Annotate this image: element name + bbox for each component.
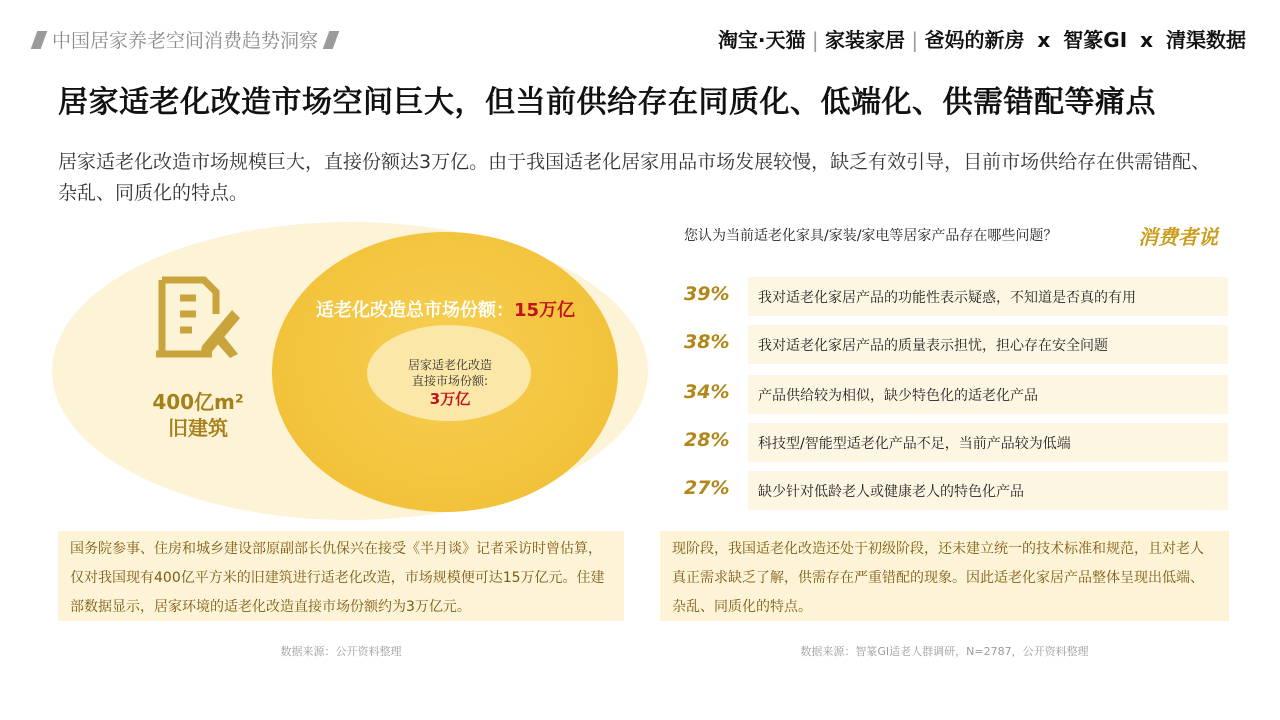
market-estimate-note: 国务院参事、住房和城乡建设部原副部长仇保兴在接受《半月谈》记者采访时曾估算，仅对我国现有400亿平方米的旧建筑进行适老化改造，市场规模便可达15万亿元。住建部数据显示，居家环境的适老化改造直接市场份额约为3万亿元。 bbox=[58, 531, 624, 621]
direct-market-label-line1: 居家适老化改造 bbox=[407, 358, 492, 372]
slash-decoration-left bbox=[31, 31, 48, 49]
total-market-label bbox=[316, 296, 575, 322]
consumer-says-tag: 消费者说 bbox=[1138, 225, 1218, 249]
document-pencil-icon bbox=[152, 274, 244, 362]
current-stage-note: 现阶段，我国适老化改造还处于初级阶段，还未建立统一的技术标准和规范，且对老人真正需求缺乏了解，供需存在严重错配的现象。因此适老化家居产品整体呈现出低端、杂乱、同质化的特点。 bbox=[660, 531, 1229, 621]
taobao-tmall-logo: 淘宝·天猫 bbox=[717, 28, 806, 52]
survey-text: 缺少针对低龄老人或健康老人的特色化产品 bbox=[758, 484, 1024, 500]
building-area-value: 400亿m² bbox=[152, 390, 244, 414]
survey-bar bbox=[748, 325, 1228, 364]
survey-item bbox=[684, 277, 1228, 316]
survey-item bbox=[684, 325, 1228, 364]
page-headline: 居家适老化改造市场空间巨大，但当前供给存在同质化、低端化、供需错配等痛点 bbox=[58, 85, 1156, 120]
survey-text: 科技型/智能型适老化产品不足，当前产品较为低端 bbox=[758, 436, 1071, 452]
survey-item bbox=[684, 423, 1228, 462]
survey-item bbox=[684, 375, 1228, 414]
report-title-bar bbox=[34, 26, 336, 53]
report-title: 中国居家养老空间消费趋势洞察 bbox=[52, 30, 319, 52]
survey-text: 我对适老化家居产品的质量表示担忧，担心存在安全问题 bbox=[758, 338, 1108, 354]
survey-percent: 28% bbox=[684, 429, 730, 451]
data-source-right: 数据来源：智篆GI适老人群调研，N=2787，公开资料整理 bbox=[800, 645, 1089, 658]
brand-logos: 淘宝·天猫 | 家装家居 | 爸妈的新房 x 智篆GI x 清渠数据 bbox=[717, 28, 1246, 52]
qingqu-logo: 清渠数据 bbox=[1166, 28, 1246, 52]
survey-percent: 34% bbox=[684, 381, 730, 403]
survey-item bbox=[684, 471, 1228, 510]
survey-bar bbox=[748, 423, 1228, 462]
survey-percent: 27% bbox=[684, 477, 730, 499]
survey-text: 我对适老化家居产品的功能性表示疑惑，不知道是否真的有用 bbox=[758, 290, 1136, 306]
survey-bar bbox=[748, 375, 1228, 414]
total-market-value: 15万亿 bbox=[514, 300, 576, 321]
direct-market-value: 3万亿 bbox=[429, 390, 471, 408]
survey-bar bbox=[748, 277, 1228, 316]
data-source-left: 数据来源：公开资料整理 bbox=[280, 645, 402, 658]
survey-percent: 38% bbox=[684, 331, 730, 353]
zhizhuan-logo: 智篆GI bbox=[1063, 28, 1128, 52]
survey-text: 产品供给较为相似，缺少特色化的适老化产品 bbox=[758, 388, 1038, 404]
slash-decoration-right bbox=[323, 31, 340, 49]
home-label: 家装家居 bbox=[825, 28, 905, 52]
direct-market-label-line2: 直接市场份额: bbox=[411, 374, 489, 388]
survey-question: 您认为当前适老化家具/家装/家电等居家产品存在哪些问题？ bbox=[684, 228, 1058, 244]
survey-percent: 39% bbox=[684, 283, 730, 305]
cross-mark-2: x bbox=[1140, 28, 1154, 52]
building-area-label: 旧建筑 bbox=[168, 416, 228, 440]
survey-bar bbox=[748, 471, 1228, 510]
total-market-text: 适老化改造总市场份额： bbox=[316, 300, 514, 321]
intro-paragraph: 居家适老化改造市场规模巨大，直接份额达3万亿。由于我国适老化居家用品市场发展较慢，缺乏有效引导，目前市场供给存在供需错配、杂乱、同质化的特点。 bbox=[58, 151, 1211, 204]
cross-mark-1: x bbox=[1037, 28, 1051, 52]
parents-home-logo: 爸妈的新房 bbox=[924, 28, 1025, 52]
